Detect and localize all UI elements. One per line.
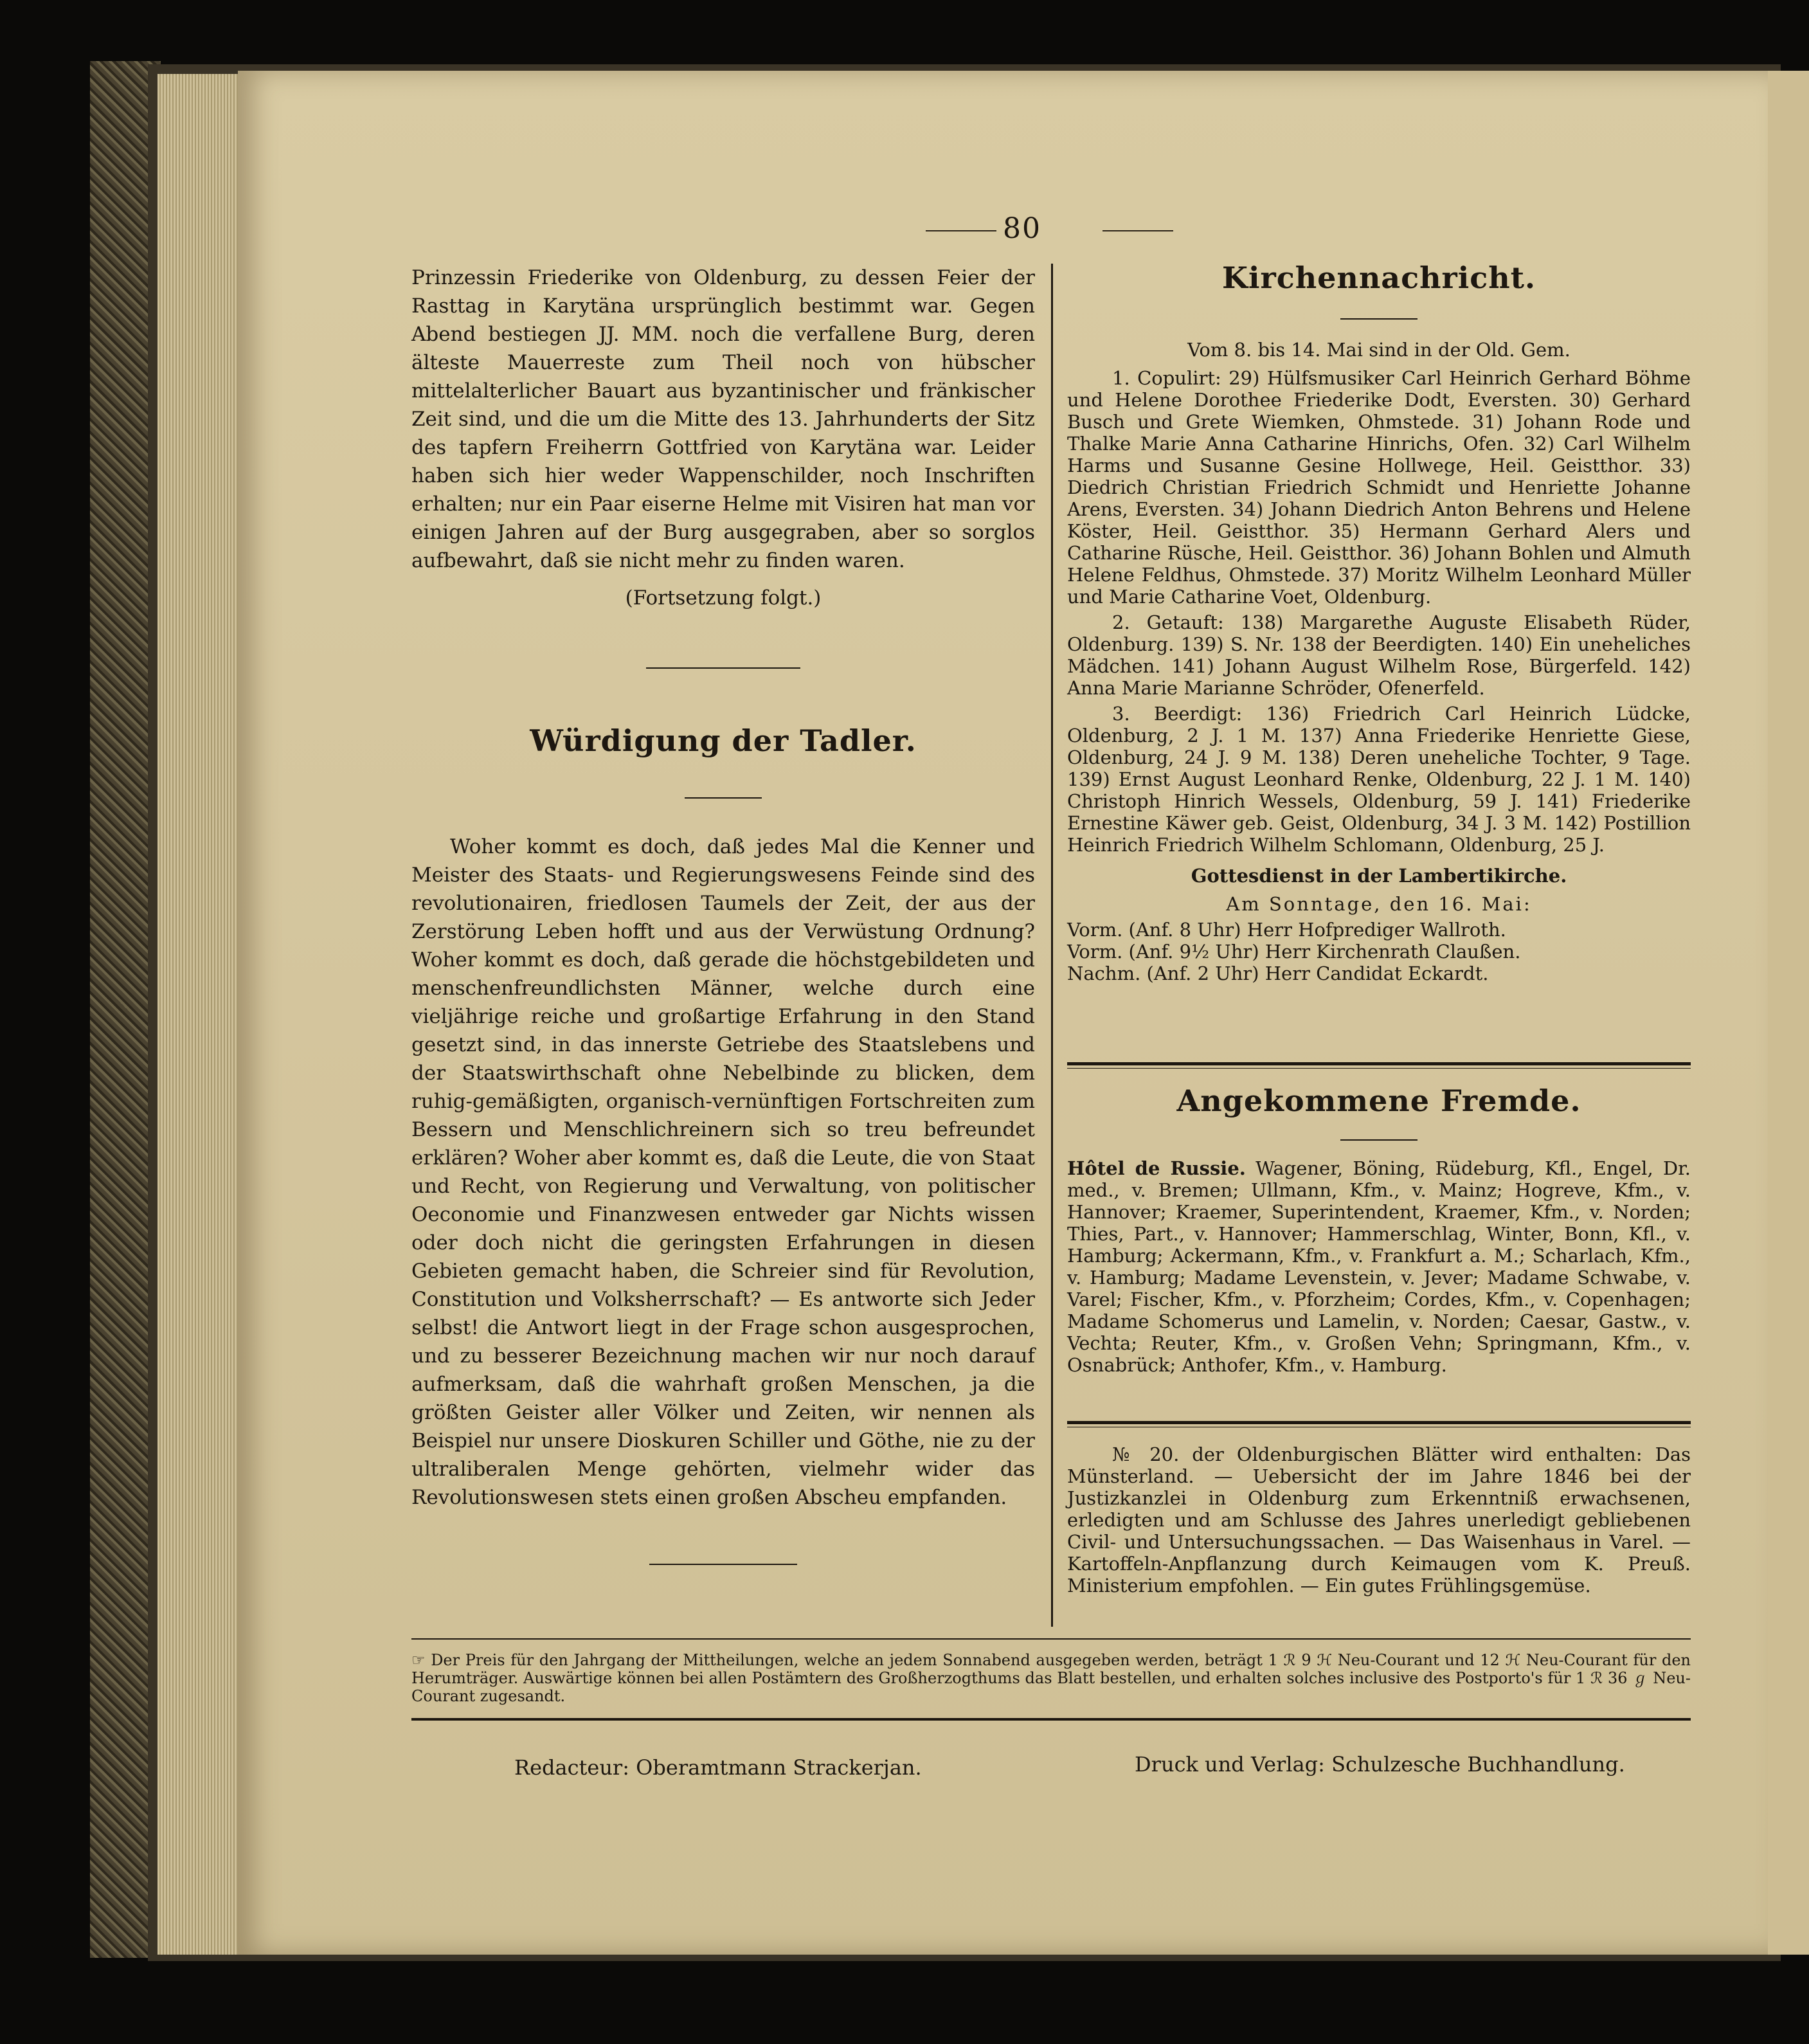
section-rule-thick [1067, 1062, 1691, 1065]
burials-list: 3. Beerdigt: 136) Friedrich Carl Heinrich Lüdcke, Oldenburg, 2 J. 1 M. 137) Anna Friederike Henriette Giese, Oldenburg, 24 J. 9 M. 138) Deren uneheliche Tochter, 9 Tage. 139) Ernst August Leonhard Renke, Oldenburg, 22 J. 1 M. 140) Christoph Hinrich Wessels, Oldenburg, 59 J. 141) Friederike Ernestine Käwer geb. Geist, Oldenburg, 34 J. 3 M. 142) Postillion Heinrich Friedrich Wilhelm Schlomann, Oldenburg, 25 J. [1067, 703, 1691, 856]
hotel-guests: Wagener, Böning, Rüdeburg, Kfl., Engel, Dr. med., v. Bremen; Ullmann, Kfm., v. Mainz; Hogreve, Kfm., v. Hannover; Kraemer, Superintendent, Kraemer, Kfm., v. Norden; Thies, Part., v. Hannover; Hammerschlag, Winter, Bonn, Kfl., v. Hamburg; Ackermann, Kfm., v. Frankfurt a. M.; Scharlach, Kfm., v. Hamburg; Madame Levenstein, v. Jever; Madame Schwabe, v. Varel; Fischer, Kfm., v. Pforzheim; Cordes, Kfm., v. Copenhagen; Madame Schomerus und Lamelin, v. Norden; Caesar, Gastw., v. Vechta; Reuter, Kfm., v. Großen Vehn; Springmann, Kfm., v. Osnabrück; Anthofer, Kfm., v. Hamburg. [1067, 1157, 1691, 1376]
separator-rule [646, 667, 800, 669]
section-rule-thick [1067, 1421, 1691, 1424]
column-divider [1051, 264, 1053, 1627]
left-column [411, 264, 1035, 612]
next-page-edge [1768, 71, 1809, 1955]
title-underline [685, 797, 762, 799]
service-date: Am Sonntage, den 16. Mai: [1226, 893, 1532, 915]
end-rule [649, 1564, 797, 1565]
editor-line: Redacteur: Oberamtmann Strackerjan. [514, 1755, 922, 1780]
church-title-underline [1340, 318, 1418, 320]
page-edges [158, 74, 241, 1955]
section-rule-thin [1067, 1068, 1691, 1069]
price-note: ☞ Der Preis für den Jahrgang der Mittheilungen, welche an jedem Sonnabend ausgegeben werden, beträgt 1 ℛ 9 ℋ Neu-Courant und 12 ℋ Neu-Courant für den Herumträger. Auswärtige können bei allen Postämtern des Großherzogthums das Blatt bestellen, und erhalten solches inclusive des Postporto's für 1 ℛ 36 ℊ Neu-Courant zugesandt. [411, 1651, 1691, 1705]
hotel-name: Hôtel de Russie. [1067, 1157, 1246, 1179]
page-number: 80 [1003, 212, 1041, 245]
service-item: Vorm. (Anf. 9½ Uhr) Herr Kirchenrath Claußen. [1067, 941, 1521, 963]
continuation-note: (Fortsetzung folgt.) [625, 586, 822, 610]
service-item: Nachm. (Anf. 2 Uhr) Herr Candidat Eckardt. [1067, 963, 1489, 984]
marriages-list: 1. Copulirt: 29) Hülfsmusiker Carl Heinrich Gerhard Böhme und Helene Dorothee Friederike Dodt, Eversten. 30) Gerhard Busch und Grete Wiemken, Ohmstede. 31) Johann Rode und Thalke Marie Anna Catharine Hinrichs, Ofen. 32) Carl Wilhelm Harms und Susanne Gesine Hollwege, Heil. Geistthor. 33) Diedrich Christian Friedrich Schmidt und Henriette Johanne Arens, Eversten. 34) Johann Diedrich Anton Behrens und Helene Köster, Heil. Geistthor. 35) Hermann Gerhard Alers und Catharine Rüsche, Heil. Geistthor. 36) Johann Bohlen und Almuth Helene Feldhus, Ohmstede. 37) Moritz Wilhelm Leonhard Müller und Marie Catharine Voet, Oldenburg. [1067, 367, 1691, 608]
footer-rule-top [411, 1638, 1691, 1640]
service-title: Gottesdienst in der Lambertikirche. [1191, 865, 1567, 887]
strangers-title: Angekommene Fremde. [1176, 1083, 1581, 1118]
footer-rule-bottom [411, 1718, 1691, 1721]
church-intro: Vom 8. bis 14. Mai sind in der Old. Gem. [1187, 339, 1571, 361]
page-number-rule-left [926, 230, 996, 231]
church-news-body [1067, 339, 1691, 984]
page-number-rule-right [1102, 230, 1173, 231]
hotel-guest-list [1067, 1157, 1691, 1376]
service-item: Vorm. (Anf. 8 Uhr) Herr Hofprediger Wallroth. [1067, 919, 1506, 941]
next-issue-notice [1067, 1443, 1691, 1596]
article-title: Würdigung der Tadler. [530, 723, 917, 758]
footer-notice [411, 1651, 1691, 1705]
article-continuation: Prinzessin Friederike von Oldenburg, zu dessen Feier der Rasttag in Karytäna ursprünglich bestimmt war. Gegen Abend bestiegen JJ. MM. noch die verfallene Burg, deren älteste Mauerreste zum Theil noch von hübscher mittelalterlicher Bauart aus byzantinischer und fränkischer Zeit sind, und die um die Mitte des 13. Jahrhunderts der Sitz des tapfern Freiherrn Gottfried von Karytäna war. Leider haben sich hier weder Wappenschilder, noch Inschriften erhalten; nur ein Paar eiserne Helme mit Visiren hat man vor einigen Jahren auf der Burg ausgegraben, aber so sorglos aufbewahrt, daß sie nicht mehr zu finden waren. [411, 266, 1035, 572]
printer-line: Druck und Verlag: Schulzesche Buchhandlung. [1135, 1752, 1625, 1777]
strangers-title-underline [1340, 1139, 1418, 1141]
next-issue-text: № 20. der Oldenburgischen Blätter wird enthalten: Das Münsterland. — Uebersicht der im Jahre 1846 bei der Justizkanzlei in Oldenburg zum Erkenntniß erwachsenen, erledigten und am Schlusse des Jahres unerledigt gebliebenen Civil- und Untersuchungssachen. — Das Waisenhaus in Varel. — Kartoffeln-Anpflanzung durch Keimaugen vom K. Preuß. Ministerium empfohlen. — Ein gutes Frühlingsgemüse. [1067, 1443, 1691, 1596]
baptisms-list: 2. Getauft: 138) Margarethe Auguste Elisabeth Rüder, Oldenburg. 139) S. Nr. 138 der Beerdigten. 140) Ein uneheliches Mädchen. 141) Johann August Wilhelm Rose, Bürgerfeld. 142) Anna Marie Marianne Schröder, Ofenerfeld. [1067, 611, 1691, 699]
article-body [411, 833, 1035, 1512]
article-text: Woher kommt es doch, daß jedes Mal die Kenner und Meister des Staats- und Regierungswesens Feinde sind des revolutionairen, friedlosen Taumels der Zeit, der aus der Zerstörung Leben hofft und aus der Verwüstung Ordnung? Woher kommt es doch, daß gerade die höchstgebildeten und menschenfreundlichsten Männer, welche durch eine vieljährige reiche und großartige Erfahrung in den Stand gesetzt sind, in das innerste Getriebe des Staatslebens und der Staatswirthschaft ohne Nebelbinde zu blicken, dem ruhig-gemäßigten, organisch-vernünftigen Fortschreiten zum Bessern und Menschlichreinern sich so treu befreundet erklären? Woher aber kommt es, daß die Leute, die von Staat und Recht, von Regierung und Verwaltung, von politischer Oeconomie und Finanzwesen entweder gar Nichts wissen oder doch nicht die geringsten Erfahrungen in diesen Gebieten gemacht haben, die Schreier sind für Revolution, Constitution und Volksherrschaft? — Es antworte sich Jeder selbst! die Antwort liegt in der Frage schon ausgesprochen, und zu besserer Bezeichnung machen wir nur noch darauf aufmerksam, daß die wahrhaft großen Menschen, ja die größten Geister aller Völker und Zeiten, wir nennen als Beispiel nur unsere Dioskuren Schiller und Göthe, nie zu der ultraliberalen Menge gehörten, vielmehr wider das Revolutionswesen stets einen großen Abscheu empfanden. [411, 835, 1035, 1509]
church-news-title: Kirchennachricht. [1222, 260, 1536, 295]
